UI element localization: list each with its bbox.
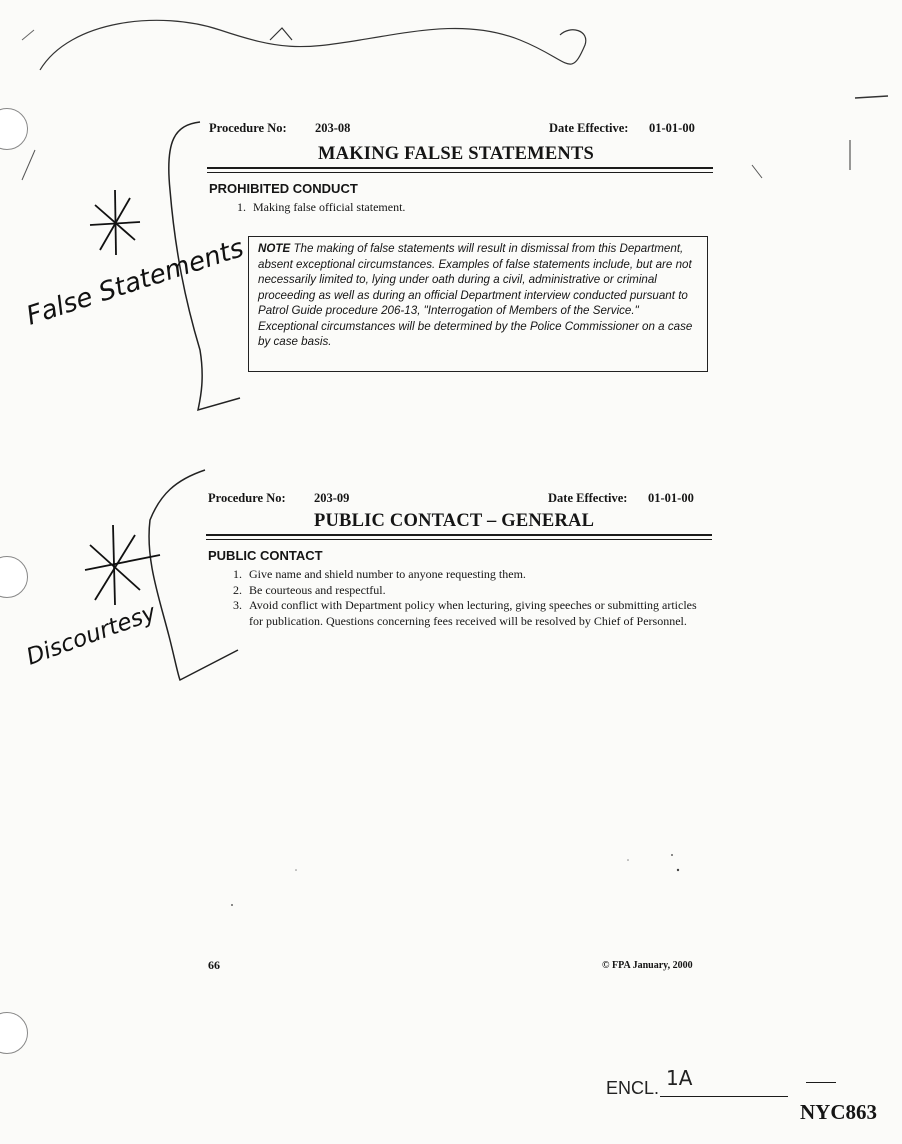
margin-note-2-text: Discourtesy bbox=[23, 599, 160, 671]
bates-overline bbox=[806, 1082, 836, 1083]
margin-note-1-text: False Statements bbox=[22, 233, 248, 332]
bates-number: NYC863 bbox=[800, 1100, 877, 1124]
list-item-number: 1. bbox=[237, 200, 246, 214]
copyright-notice: © FPA January, 2000 bbox=[602, 960, 693, 971]
date-effective-value: 01-01-00 bbox=[648, 491, 694, 505]
note-text: The making of false statements will result in dismissal from this Department, absent exceptional circumstances. Examples of false statements include, but are not necessarily limited to, lying under oath during a civil, administrative or criminal proceeding as well as during an official Department interview conducted pursuant to Patrol Guide procedure 206-13, "Interrogation of Members of the Service." Exceptional circumstances will be determined by the Police Commissioner on a case by case basis. bbox=[258, 242, 693, 348]
title-rule-thin-2 bbox=[206, 539, 712, 540]
procedure-label: Procedure No: bbox=[209, 121, 287, 135]
section-heading-1: PROHIBITED CONDUCT bbox=[209, 181, 358, 196]
section-title-1: MAKING FALSE STATEMENTS bbox=[318, 144, 594, 164]
section-heading-2: PUBLIC CONTACT bbox=[208, 548, 323, 563]
title-rule-thin-1 bbox=[207, 172, 713, 173]
date-effective-label: Date Effective: bbox=[548, 491, 628, 505]
hole-punch-top bbox=[0, 108, 28, 150]
list-item-number: 3. bbox=[233, 598, 242, 612]
list-item bbox=[233, 598, 699, 629]
encl-underline bbox=[660, 1096, 788, 1097]
list-item-number: 1. bbox=[233, 567, 242, 581]
list-item-text: Give name and shield number to anyone requesting them. bbox=[249, 567, 526, 581]
list-item-text: Avoid conflict with Department policy when lecturing, giving speeches or submitting articles for publication. Questions concerning fees received will be resolved by Chief of Personnel. bbox=[249, 598, 697, 628]
hole-punch-middle bbox=[0, 556, 28, 598]
note-label: NOTE bbox=[258, 242, 291, 255]
list-item-text: Be courteous and respectful. bbox=[249, 582, 386, 597]
procedure-number: 203-08 bbox=[315, 121, 351, 135]
list-item bbox=[233, 567, 699, 583]
prohibited-conduct-list bbox=[237, 200, 697, 216]
page-number: 66 bbox=[208, 958, 220, 972]
procedure-header-2 bbox=[208, 491, 713, 509]
procedure-header-1 bbox=[209, 121, 714, 139]
list-item-text: Making false official statement. bbox=[253, 200, 406, 214]
section-title-2: PUBLIC CONTACT – GENERAL bbox=[314, 511, 595, 531]
asterisk-mark-1 bbox=[90, 190, 140, 255]
title-rule-thick-1 bbox=[207, 167, 713, 169]
note-box bbox=[248, 236, 708, 372]
date-effective-label: Date Effective: bbox=[549, 121, 629, 135]
public-contact-list bbox=[233, 567, 699, 629]
procedure-number: 203-09 bbox=[314, 491, 350, 505]
procedure-label: Procedure No: bbox=[208, 491, 286, 505]
asterisk-mark-2 bbox=[85, 525, 160, 605]
hole-punch-bottom bbox=[0, 1012, 28, 1054]
list-item bbox=[237, 200, 697, 216]
title-rule-thick-2 bbox=[206, 534, 712, 536]
encl-label: ENCL. bbox=[606, 1078, 660, 1098]
list-item-number: 2. bbox=[233, 582, 242, 597]
list-item bbox=[233, 583, 699, 599]
date-effective-value: 01-01-00 bbox=[649, 121, 695, 135]
encl-value: 1A bbox=[666, 1066, 693, 1090]
